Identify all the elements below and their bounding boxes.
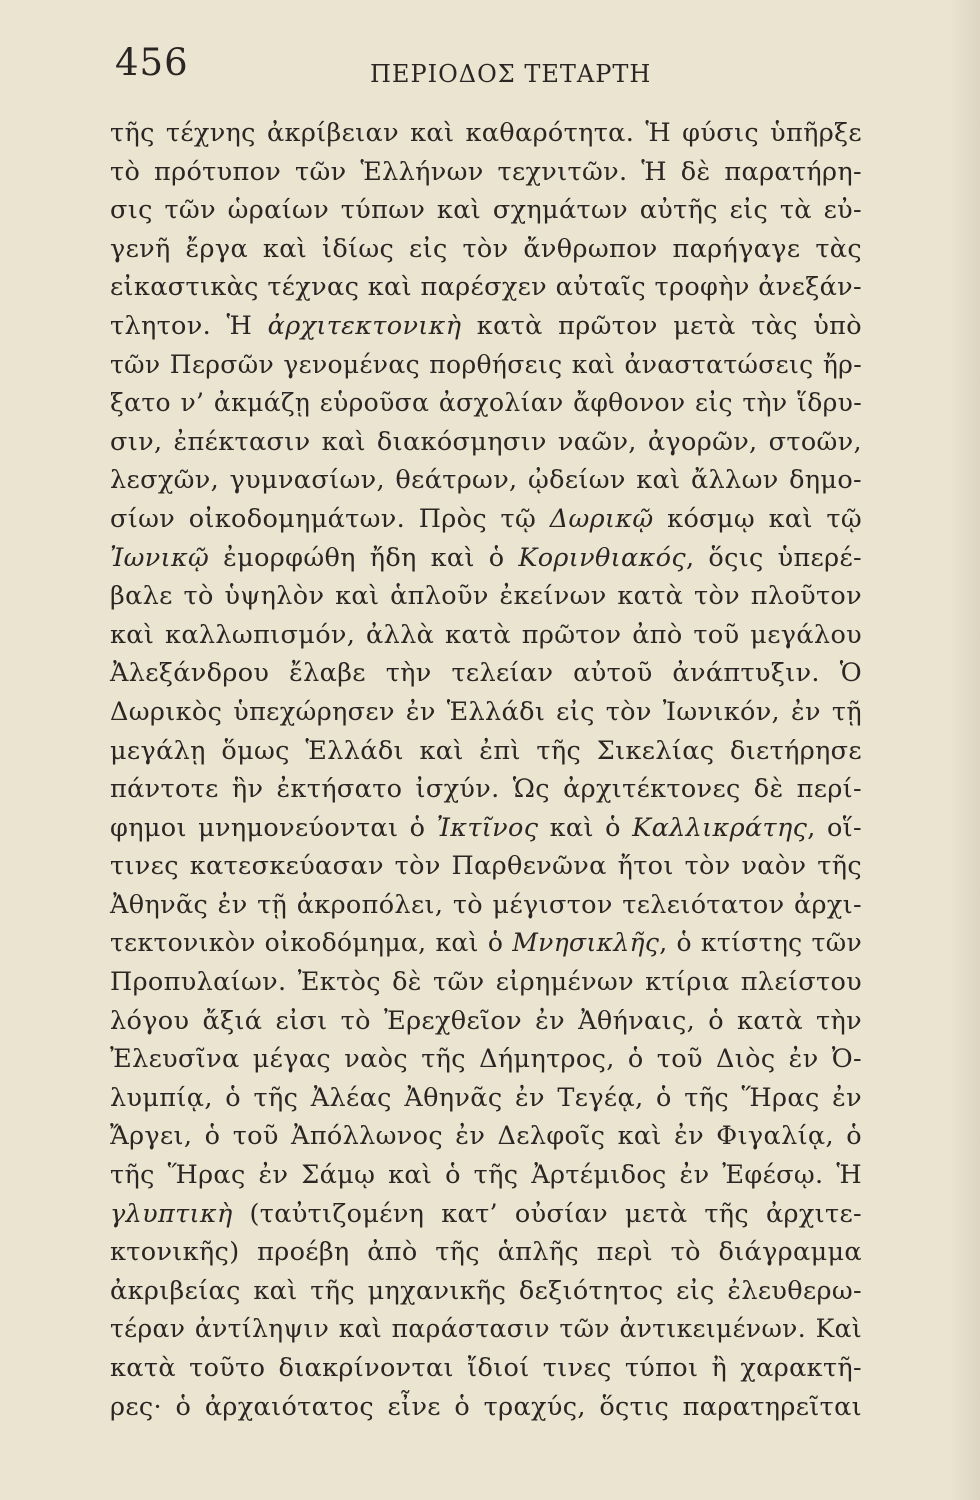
text-segment: γενῆ ἔργα καὶ ἰδίως εἰς τὸν ἄνθρωπον παρήγαγε τὰς (110, 233, 862, 264)
text-segment: σις τῶν ὡραίων τύπων καὶ σχημάτων αὐτῆς εἰς τὰ εὐ- (110, 195, 862, 226)
text-segment: τινες κατεσκεύασαν τὸν Παρθενῶνα ἤτοι τὸν ναὸν τῆς (110, 851, 862, 882)
text-segment: ρες· ὁ ἀρχαιότατος εἶνε ὁ τραχύς, ὅςτις παρατηρεῖται (110, 1391, 862, 1422)
text-segment: (ταὐτιζομένη κατ’ οὐσίαν μετὰ τῆς ἀρχιτε- (232, 1198, 862, 1229)
text-segment: Ἀλεξάνδρου ἔλαβε τὴν τελείαν αὐτοῦ ἀνάπτυξιν. Ὁ (110, 658, 862, 689)
text-line (110, 732, 862, 771)
text-segment: σίων οἰκοδομημάτων. Πρὸς τῷ (110, 503, 550, 534)
text-line (110, 847, 862, 886)
text-segment: τῆς τέχνης ἀκρίβειαν καὶ καθαρότητα. Ἡ φύσις ὑπῆρξε (110, 118, 862, 148)
text-segment: μεγάλῃ ὅμως Ἑλλάδι καὶ ἐπὶ τῆς Σικελίας διετήρησε (110, 735, 862, 766)
italic-term: Κορινθιακός (518, 542, 686, 573)
text-segment: Ἀθηνᾶς ἐν τῇ ἀκροπόλει, τὸ μέγιστον τελειότατον ἀρχι- (110, 889, 862, 920)
text-line (110, 384, 862, 423)
italic-term: ἀρχιτεκτονικὴ (267, 310, 462, 341)
text-line (110, 1310, 862, 1349)
italic-term: γλυπτικὴ (110, 1198, 233, 1229)
text-segment: λόγου ἄξιά εἰσι τὸ Ἐρεχθεῖον ἐν Ἀθήναις, ὁ κατὰ τὴν (110, 1005, 862, 1036)
text-segment: τῶν Περσῶν γενομένας πορθήσεις καὶ ἀναστατώσεις ἤρ- (110, 349, 862, 379)
text-line (110, 423, 862, 462)
text-segment: τὸ πρότυπον τῶν Ἑλλήνων τεχνιτῶν. Ἡ δὲ παρατήρη- (110, 156, 862, 187)
text-segment: Ἐλευσῖνα μέγας ναὸς τῆς Δήμητρος, ὁ τοῦ Διὸς ἐν Ὀ- (110, 1044, 862, 1075)
text-line (110, 114, 862, 153)
text-segment: τεκτονικὸν οἰκοδόμημα, καὶ ὁ (110, 928, 513, 958)
text-line (110, 539, 862, 578)
text-segment: καὶ ὁ (538, 812, 633, 843)
italic-term: Ἰωνικῷ (110, 542, 210, 573)
text-segment: , ὅςις ὑπερέ- (686, 542, 862, 573)
text-segment: τῆς Ἥρας ἐν Σάμῳ καὶ ὁ τῆς Ἀρτέμιδος ἐν Ἐφέσῳ. Ἡ (110, 1160, 862, 1191)
text-segment: καὶ καλλωπισμόν, ἀλλὰ κατὰ πρῶτον ἀπὸ τοῦ μεγάλου (110, 619, 862, 650)
text-line (110, 1195, 862, 1234)
text-line (110, 1233, 862, 1272)
text-segment: σιν, ἐπέκτασιν καὶ διακόσμησιν ναῶν, ἀγορῶν, στοῶν, (110, 426, 862, 457)
text-segment: φημοι μνημονεύονται ὁ (110, 812, 437, 843)
text-segment: εἰκαστικὰς τέχνας καὶ παρέσχεν αὐταῖς τροφὴν ἀνεξάν- (110, 272, 862, 303)
text-line (110, 1079, 862, 1118)
text-segment: πάντοτε ἣν ἐκτήσατο ἰσχύν. Ὡς ἀρχιτέκτονες δὲ περί- (110, 774, 862, 805)
text-segment: , οἵ- (807, 812, 862, 843)
text-line (110, 693, 862, 732)
text-segment: ἐμορφώθη ἤδη καὶ ὁ (209, 542, 519, 573)
text-line (110, 153, 862, 192)
page-number: 456 (115, 41, 189, 84)
text-line (110, 1272, 862, 1311)
text-segment: Δωρικὸς ὑπεχώρησεν ἐν Ἑλλάδι εἰς τὸν Ἰωνικόν, ἐν τῇ (110, 696, 862, 727)
text-segment: λυμπίᾳ, ὁ τῆς Ἀλέας Ἀθηνᾶς ἐν Τεγέᾳ, ὁ τῆς Ἥρας ἐν (110, 1082, 862, 1113)
text-line (110, 1156, 862, 1195)
text-line (110, 461, 862, 500)
text-line (110, 924, 862, 963)
text-segment: κατὰ τοῦτο διακρίνονται ἴδιοί τινες τύποι ἢ χαρακτῆ- (110, 1353, 862, 1383)
text-segment: τέραν ἀντίληψιν καὶ παράστασιν τῶν ἀντικειμένων. Καὶ (110, 1314, 862, 1344)
body-text (110, 114, 862, 1426)
text-line (110, 1349, 862, 1388)
text-segment: τλητον. Ἡ (110, 310, 268, 341)
text-segment: κόσμῳ καὶ τῷ (653, 503, 862, 534)
text-line (110, 654, 862, 693)
text-line (110, 500, 862, 539)
text-line (110, 770, 862, 809)
text-segment: Ἄργει, ὁ τοῦ Ἀπόλλωνος ἐν Δελφοῖς καὶ ἐν Φιγαλίᾳ, ὁ (110, 1121, 862, 1152)
text-line (110, 1117, 862, 1156)
text-line (110, 1388, 862, 1427)
running-title: ΠΕΡΙΟΔΟΣ ΤΕΤΑΡΤΗ (370, 60, 652, 88)
text-segment: βαλε τὸ ὑψηλὸν καὶ ἁπλοῦν ἐκείνων κατὰ τὸν πλοῦτον (110, 581, 862, 612)
text-line (110, 577, 862, 616)
text-segment: κατὰ πρῶτον μετὰ τὰς ὑπὸ (461, 310, 862, 341)
text-line (110, 268, 862, 307)
text-segment: ξατο ν’ ἀκμάζῃ εὑροῦσα ἀσχολίαν ἄφθονον εἰς τὴν ἵδρυ- (110, 388, 862, 418)
text-segment: λεσχῶν, γυμνασίων, θεάτρων, ᾠδείων καὶ ἄλλων δημο- (110, 465, 862, 496)
text-line (110, 1002, 862, 1041)
italic-term: Καλλικράτης (632, 812, 808, 843)
text-line (110, 1040, 862, 1079)
text-line (110, 230, 862, 269)
text-line (110, 809, 862, 848)
text-segment: , ὁ κτίστης τῶν (659, 928, 862, 958)
text-line (110, 963, 862, 1002)
text-segment: Προπυλαίων. Ἐκτὸς δὲ τῶν εἰρημένων κτίρια πλείστου (110, 967, 862, 998)
text-line (110, 886, 862, 925)
text-line (110, 616, 862, 655)
italic-term: Ἰκτῖνος (436, 812, 539, 843)
text-line (110, 307, 862, 346)
text-line (110, 191, 862, 230)
text-segment: ἀκριβείας καὶ τῆς μηχανικῆς δεξιότητος εἰς ἐλευθερω- (110, 1275, 862, 1306)
text-segment: κτονικῆς) προέβη ἀπὸ τῆς ἁπλῆς περὶ τὸ διάγραμμα (110, 1237, 862, 1268)
text-line (110, 346, 862, 385)
italic-term: Μνησικλῆς (512, 928, 660, 958)
italic-term: Δωρικῷ (549, 503, 654, 534)
page-edge-shadow (950, 0, 980, 1500)
